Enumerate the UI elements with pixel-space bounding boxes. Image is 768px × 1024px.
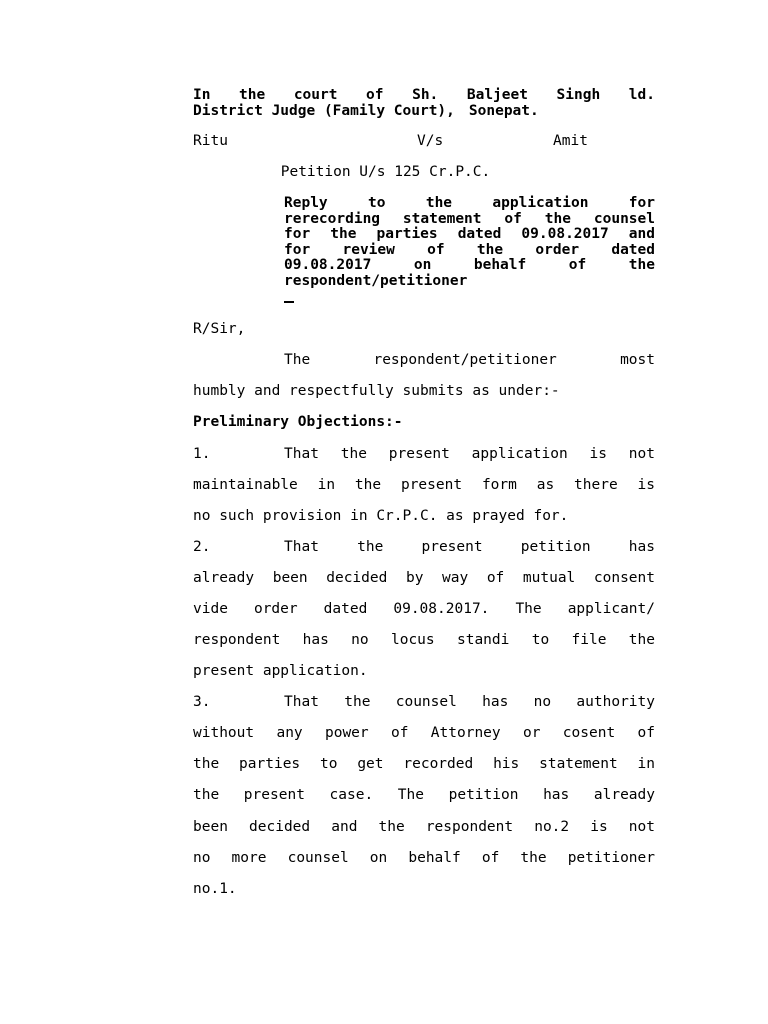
objection-first-line: That the present application is not	[284, 446, 655, 462]
reply-title-line: for the parties dated 09.08.2017 and	[284, 226, 655, 242]
objection-line: the present case. The petition has already	[193, 787, 655, 803]
reply-title-line: 09.08.2017 on behalf of the	[284, 257, 655, 273]
intro-line-1: The respondent/petitioner most	[284, 352, 655, 368]
objection-number: 1.	[193, 446, 211, 462]
court-heading	[193, 88, 655, 119]
objection-line: no more counsel on behalf of the petitioner	[193, 850, 655, 866]
objection-line: no.1.	[193, 881, 237, 897]
court-heading-line-2-a: District Judge (Family Court),	[193, 102, 455, 119]
parties-line	[193, 133, 655, 151]
reply-title-line: for review of the order dated	[284, 241, 655, 258]
objection-first-line: That the present petition has	[284, 539, 655, 555]
objection-first-line: That the counsel has no authority	[284, 694, 655, 710]
petition-title: Petition U/s 125 Cr.P.C.	[280, 164, 491, 180]
cursor-underscore-mark	[284, 301, 294, 303]
salutation: R/Sir,	[193, 321, 246, 337]
court-heading-line-2-b: Sonepat.	[468, 102, 539, 119]
court-heading-line-1: In the court of Sh. Baljeet Singh ld.	[193, 87, 655, 103]
reply-title	[284, 196, 655, 289]
reply-title-line: rerecording statement of the counsel	[284, 210, 655, 227]
petitioner-name: Ritu	[193, 133, 228, 149]
objection-line: the parties to get recorded his statement in	[193, 756, 655, 772]
court-heading-line-2	[193, 104, 655, 120]
objection-line: without any power of Attorney or cosent of	[193, 725, 655, 741]
respondent-name: Amit	[553, 133, 588, 149]
intro-line-2: humbly and respectfully submits as under:-	[193, 383, 560, 399]
objection-number: 3.	[193, 694, 211, 710]
reply-title-line: respondent/petitioner	[284, 272, 468, 289]
objection-number: 2.	[193, 539, 211, 555]
objection-line: present application.	[193, 663, 368, 679]
objections-heading: Preliminary Objections:-	[193, 414, 403, 430]
reply-title-line: Reply to the application for	[284, 195, 655, 211]
objection-line: maintainable in the present form as there is	[193, 477, 655, 493]
objection-line: already been decided by way of mutual consent	[193, 570, 655, 586]
objection-line: no such provision in Cr.P.C. as prayed for.	[193, 508, 569, 524]
versus-label: V/s	[417, 133, 444, 149]
objection-line: vide order dated 09.08.2017. The applicant/	[193, 601, 655, 617]
objection-line: respondent has no locus standi to file the	[193, 632, 655, 648]
objection-line: been decided and the respondent no.2 is not	[193, 819, 655, 835]
